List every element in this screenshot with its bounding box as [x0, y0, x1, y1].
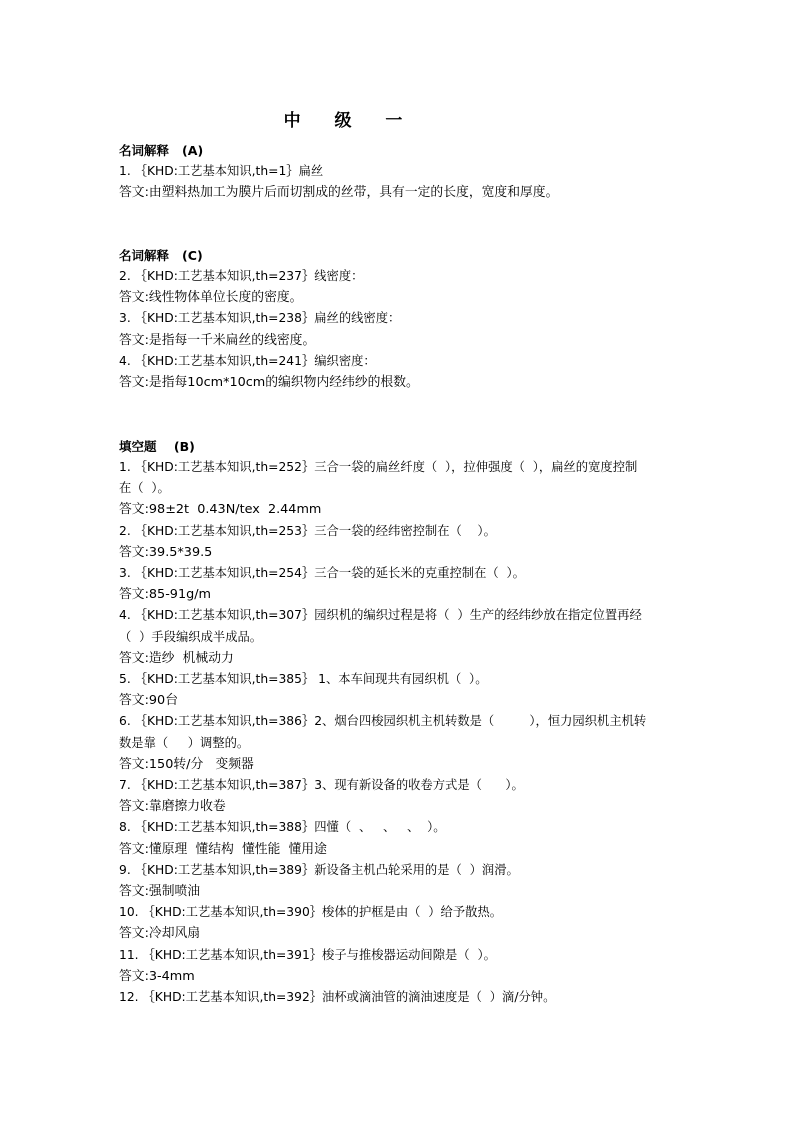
section-heading: 填空题 (B)	[119, 439, 195, 454]
answer-text: 答文:3-4mm	[119, 968, 195, 984]
answer-text: 答文:39.5*39.5	[119, 544, 213, 560]
question-text: 5. ｛KHD:工艺基本知识,th=385｝ 1、本车间现共有园织机（ ）。	[119, 672, 488, 687]
section-noun-explanation-c	[119, 245, 649, 393]
answer-text: 答文:强制喷油	[119, 884, 201, 900]
answer-text: 答文:90台	[119, 693, 178, 709]
answer-text: 答文:造纱 机械动力	[119, 650, 234, 666]
answer-text: 答文:靠磨擦力收卷	[119, 799, 226, 815]
question-text: 1. ｛KHD:工艺基本知识,th=252｝三合一袋的扁丝纤度（ ），拉伸强度（ ），扁丝的宽度控制在（ ）。	[119, 460, 638, 496]
question-text: 8. ｛KHD:工艺基本知识,th=388｝四懂（ 、 、 、 ）。	[119, 820, 446, 835]
answer-text: 答文:85-91g/m	[119, 587, 211, 603]
question-text: 1. ｛KHD:工艺基本知识,th=1｝扁丝	[119, 164, 324, 178]
question-text: 3. ｛KHD:工艺基本知识,th=238｝扁丝的线密度：	[119, 311, 401, 326]
answer-text: 答文:是指每10cm*10cm的编织物内经纬纱的根数。	[119, 375, 419, 391]
answer-text: 答文:150转/分 变频器	[119, 756, 254, 772]
question-text: 12. ｛KHD:工艺基本知识,th=392｝油杯或滴油管的滴油速度是（ ）滴/分钟。	[119, 990, 556, 1005]
question-text: 4. ｛KHD:工艺基本知识,th=307｝园织机的编织过程是将（ ）生产的经纬纱放在指定位置再经（ ）手段编织成半成品。	[119, 608, 642, 644]
question-text: 2. ｛KHD:工艺基本知识,th=237｝线密度：	[119, 269, 364, 283]
answer-text: 答文:由塑料热加工为膜片后而切割成的丝带，具有一定的长度，宽度和厚度。	[119, 185, 559, 201]
answer-text: 答文:是指每一千米扁丝的线密度。	[119, 332, 316, 348]
question-text: 10. ｛KHD:工艺基本知识,th=390｝梭体的护框是由（ ）给予散热。	[119, 905, 503, 920]
question-text: 2. ｛KHD:工艺基本知识,th=253｝三合一袋的经纬密控制在（ ）。	[119, 523, 496, 538]
answer-text: 答文:冷却风扇	[119, 926, 201, 942]
section-noun-explanation-a	[119, 140, 649, 203]
answer-text: 答文:懂原理 懂结构 懂性能 懂用途	[119, 841, 327, 857]
question-text: 3. ｛KHD:工艺基本知识,th=254｝三合一袋的延长米的克重控制在（ ）。	[119, 566, 525, 581]
question-text: 11. ｛KHD:工艺基本知识,th=391｝梭子与推梭器运动间隙是（ ）。	[119, 947, 496, 962]
question-text: 7. ｛KHD:工艺基本知识,th=387｝3、现有新设备的收卷方式是（ ）。	[119, 778, 524, 793]
answer-text: 答文:98±2t 0.43N/tex 2.44mm	[119, 502, 322, 518]
question-text: 9. ｛KHD:工艺基本知识,th=389｝新设备主机凸轮采用的是（ ）润滑。	[119, 862, 519, 877]
section-fill-in-blank-b	[119, 436, 649, 1008]
question-text: 4. ｛KHD:工艺基本知识,th=241｝编织密度：	[119, 353, 376, 368]
section-heading: 名词解释 (C)	[119, 248, 203, 263]
question-text: 6. ｛KHD:工艺基本知识,th=386｝2、烟台四梭园织机主机转数是（ ），恒力园织机主机转数是靠（ ）调整的。	[119, 714, 647, 750]
answer-text: 答文:线性物体单位长度的密度。	[119, 290, 303, 306]
section-heading: 名词解释 (A)	[119, 143, 204, 158]
page-title: 中 级 一	[283, 111, 417, 131]
